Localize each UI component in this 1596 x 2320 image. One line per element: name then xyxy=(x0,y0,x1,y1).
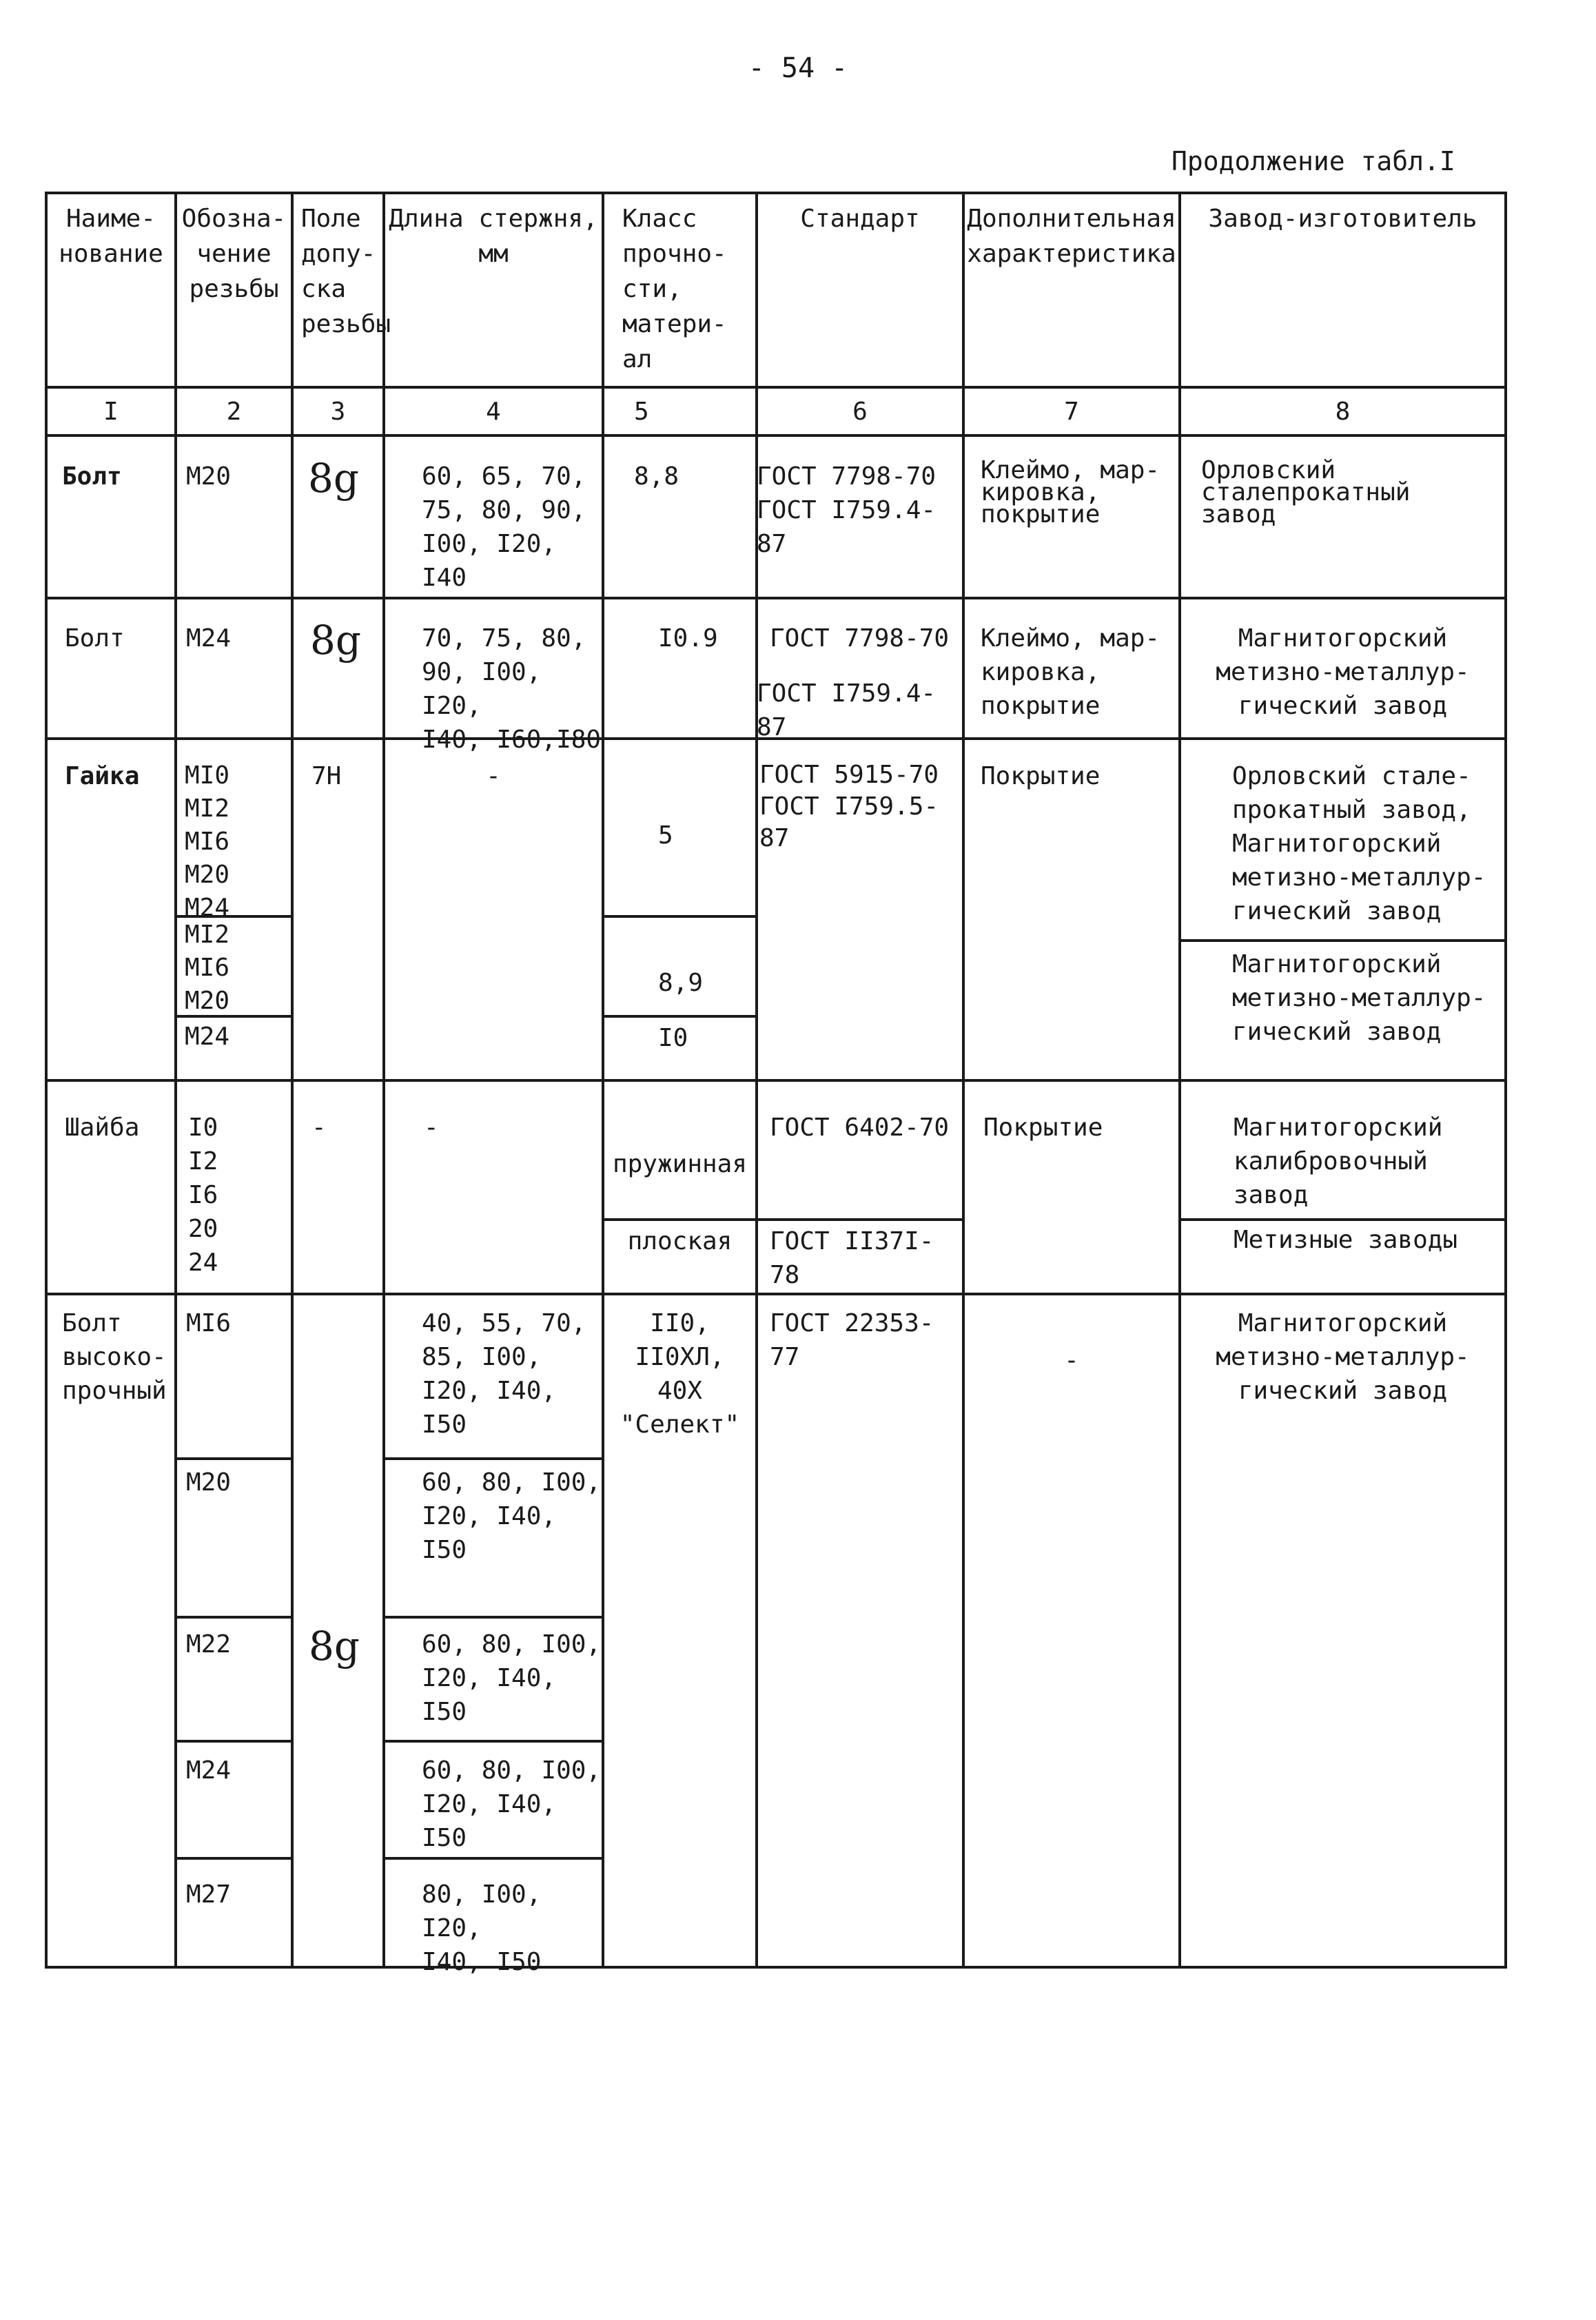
hs-bolt-standard: ГОСТ 22353-77 xyxy=(770,1309,934,1371)
bolt-m20-length: 60, 65, 70, 75, 80, 90, I00, I20, I40 xyxy=(422,462,586,592)
hs-bolt-length: 60, 80, I00, I20, I40, I50 xyxy=(422,1756,602,1852)
washer-class: пружинная xyxy=(612,1150,748,1178)
column-number: 7 xyxy=(1064,398,1079,426)
bolt-m24-tolerance: 8g xyxy=(310,617,362,664)
page-number: - 54 - xyxy=(748,52,848,84)
hs-bolt-strength-class: II0, II0ХЛ, 40Х "Селект" xyxy=(620,1309,740,1439)
nut-length: - xyxy=(486,762,501,790)
nut-threads: MI0 MI2 MI6 M20 M24 xyxy=(185,761,230,922)
bolt-m24-length: 70, 75, 80, 90, I00, I20, I40, I60,I80 xyxy=(422,624,602,754)
nut-class: 8,9 xyxy=(658,969,704,997)
nut-class: 5 xyxy=(658,821,673,850)
hs-bolt-length: 60, 80, I00, I20, I40, I50 xyxy=(422,1468,602,1564)
header-tolerance: Поле допу- ска резьбы xyxy=(301,205,391,338)
washer-standard: ГОСТ II37I-78 xyxy=(770,1227,934,1289)
header-strength-class: Класс прочно- сти, матери- ал xyxy=(622,205,727,373)
hs-bolt-thread: MI6 xyxy=(186,1309,232,1337)
nut-threads: MI2 MI6 M20 xyxy=(185,921,230,1015)
bolt-m24-thread: M24 xyxy=(186,624,232,653)
bolt-m24-standard: ГОСТ 7798-70 xyxy=(770,624,950,653)
hs-bolt-length: 80, I00, I20, I40, I50 xyxy=(422,1880,542,1976)
hs-bolt-length: 40, 55, 70, 85, I00, I20, I40, I50 xyxy=(422,1309,586,1439)
bolt-m20-tolerance: 8g xyxy=(308,455,360,502)
nut-name: Гайка xyxy=(65,762,140,790)
bolt-m24-extra: Клеймо, мар- кировка, покрытие xyxy=(981,624,1160,720)
nut-manufacturer: Орловский стале- прокатный завод, Магнитогорский метизно-металлур- гический завод xyxy=(1232,762,1486,925)
header-manufacturer: Завод-изготовитель xyxy=(1208,205,1477,233)
washer-threads: I0 I2 I6 20 24 xyxy=(188,1113,218,1277)
bolt-m24-name: Болт xyxy=(65,624,125,653)
table-caption: Продолжение табл.I xyxy=(1172,146,1455,176)
nut-manufacturer: Магнитогорский метизно-металлур- гический завод xyxy=(1232,950,1486,1046)
washer-tolerance: - xyxy=(311,1113,327,1142)
column-number: 3 xyxy=(330,398,346,426)
hs-bolt-name: Болт высоко- прочный xyxy=(62,1309,167,1405)
washer-name: Шайба xyxy=(65,1113,140,1142)
bolt-m20-manufacturer: Орловский сталепрокатный завод xyxy=(1201,456,1411,528)
washer-manufacturer: Магнитогорский калибровочный завод xyxy=(1234,1113,1443,1209)
hs-bolt-length: 60, 80, I00, I20, I40, I50 xyxy=(422,1630,602,1726)
washer-extra: Покрытие xyxy=(983,1113,1103,1142)
hs-bolt-thread: M24 xyxy=(186,1756,232,1785)
hs-bolt-manufacturer: Магнитогорский метизно-металлур- гический завод xyxy=(1216,1309,1470,1405)
hs-bolt-thread: M20 xyxy=(186,1468,232,1497)
header-standard: Стандарт xyxy=(800,205,920,233)
hs-bolt-tolerance: 8g xyxy=(309,1623,360,1670)
column-number: 5 xyxy=(634,398,649,426)
hs-bolt-extra: - xyxy=(1064,1346,1079,1375)
bolt-m20-standard: ГОСТ 7798-70 ГОСТ I759.4-87 xyxy=(757,462,937,558)
header-name: Наиме- нование xyxy=(59,205,163,268)
nut-tolerance: 7H xyxy=(311,762,342,790)
washer-length: - xyxy=(424,1113,439,1142)
washer-standard: ГОСТ 6402-70 xyxy=(770,1113,950,1142)
header-thread: Обозна- чение резьбы xyxy=(181,205,287,303)
bolt-m24-strength-class: I0.9 xyxy=(658,624,718,653)
nut-standard: ГОСТ 5915-70 ГОСТ I759.5-87 xyxy=(759,761,939,852)
bolt-m24-standard: ГОСТ I759.4-87 xyxy=(757,679,937,741)
bolt-m20-name: Болт xyxy=(62,462,122,491)
hs-bolt-thread: M22 xyxy=(186,1630,232,1659)
nut-class: I0 xyxy=(658,1024,688,1052)
washer-manufacturer: Метизные заводы xyxy=(1234,1226,1458,1254)
header-length: Длина стержня, мм xyxy=(389,205,598,268)
bolt-m20-strength-class: 8,8 xyxy=(634,462,679,491)
header-extra: Дополнительная характеристика xyxy=(967,205,1176,268)
nut-extra: Покрытие xyxy=(981,762,1101,790)
column-number: 4 xyxy=(486,398,501,426)
column-number: I xyxy=(103,398,119,426)
column-number: 8 xyxy=(1335,398,1351,426)
bolt-m24-manufacturer: Магнитогорский метизно-металлур- гический завод xyxy=(1216,624,1470,720)
nut-threads: M24 xyxy=(185,1023,230,1051)
column-number: 2 xyxy=(226,398,242,426)
washer-class: плоская xyxy=(627,1227,733,1255)
column-number: 6 xyxy=(852,398,868,426)
hs-bolt-thread: M27 xyxy=(186,1880,232,1909)
bolt-m20-thread: M20 xyxy=(186,462,232,491)
bolt-m20-extra: Клеймо, мар- кировка, покрытие xyxy=(981,456,1160,528)
